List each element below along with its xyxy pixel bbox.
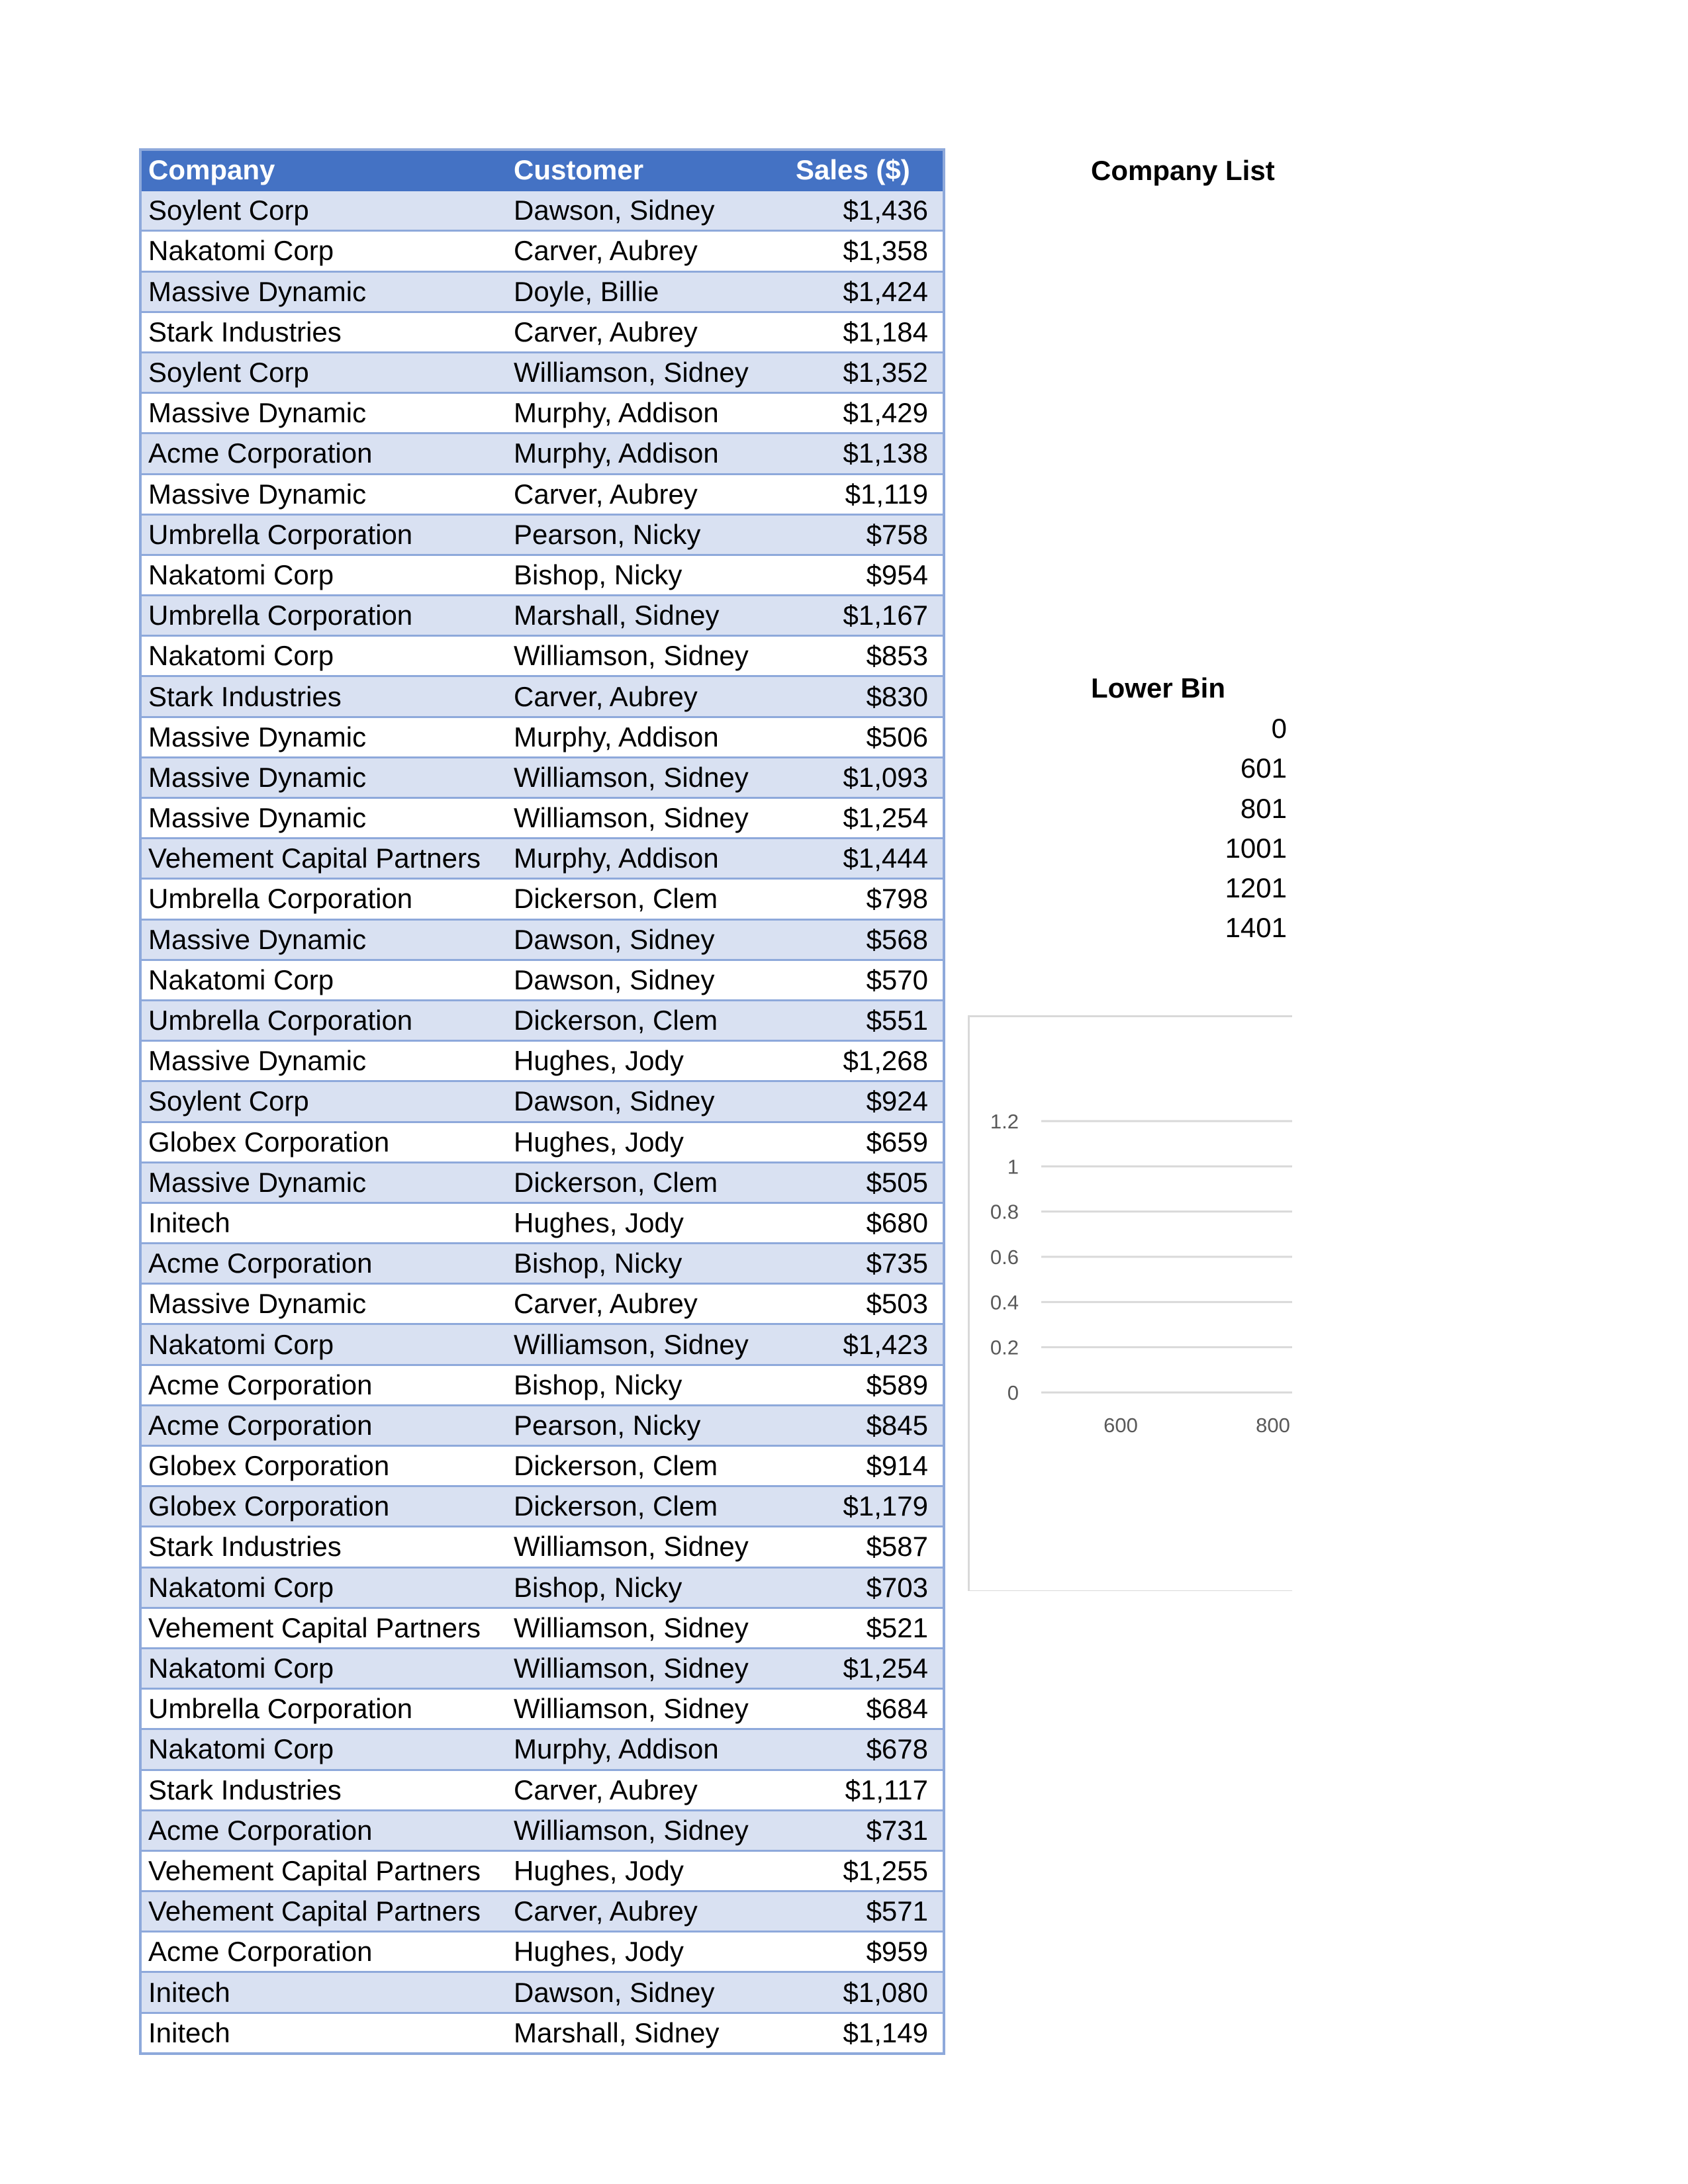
cell-customer[interactable]: Hughes, Jody <box>507 1932 776 1972</box>
cell-customer[interactable]: Williamson, Sidney <box>507 352 776 392</box>
cell-sales[interactable]: $1,080 <box>776 1972 944 2013</box>
cell-company[interactable]: Acme Corporation <box>140 433 507 474</box>
cell-company[interactable]: Initech <box>140 1972 507 2013</box>
cell-sales[interactable]: $798 <box>776 879 944 919</box>
lower-bin-value[interactable]: 1401 <box>1225 912 1287 944</box>
cell-sales[interactable]: $1,117 <box>776 1770 944 1810</box>
cell-company[interactable]: Massive Dynamic <box>140 1284 507 1324</box>
table-body <box>140 191 944 2054</box>
cell-company[interactable]: Vehement Capital Partners <box>140 1608 507 1648</box>
table-row <box>140 1081 944 1122</box>
table-row <box>140 312 944 352</box>
cell-company[interactable]: Globex Corporation <box>140 1122 507 1162</box>
cell-sales[interactable]: $1,179 <box>776 1486 944 1527</box>
cell-customer[interactable]: Murphy, Addison <box>507 839 776 879</box>
cell-sales[interactable]: $1,149 <box>776 2013 944 2054</box>
cell-customer[interactable]: Dawson, Sidney <box>507 919 776 960</box>
cell-company[interactable]: Umbrella Corporation <box>140 879 507 919</box>
cell-customer[interactable]: Carver, Aubrey <box>507 1770 776 1810</box>
cell-company[interactable]: Acme Corporation <box>140 1365 507 1405</box>
y-tick-label: 0.6 <box>990 1246 1019 1269</box>
lower-bin-value[interactable]: 801 <box>1240 792 1287 824</box>
cell-company[interactable]: Umbrella Corporation <box>140 596 507 636</box>
cell-company[interactable]: Massive Dynamic <box>140 1041 507 1081</box>
cell-customer[interactable]: Dickerson, Clem <box>507 1446 776 1486</box>
table-row <box>140 596 944 636</box>
cell-company[interactable]: Soylent Corp <box>140 1081 507 1122</box>
y-tick-label: 1.2 <box>990 1110 1019 1133</box>
cell-company[interactable]: Nakatomi Corp <box>140 1648 507 1688</box>
cell-company[interactable]: Massive Dynamic <box>140 393 507 433</box>
cell-customer[interactable]: Doyle, Billie <box>507 271 776 312</box>
cell-customer[interactable]: Murphy, Addison <box>507 393 776 433</box>
chart-area[interactable] <box>968 1015 1292 1591</box>
cell-customer[interactable]: Williamson, Sidney <box>507 1608 776 1648</box>
cell-customer[interactable]: Carver, Aubrey <box>507 474 776 514</box>
cell-customer[interactable]: Dickerson, Clem <box>507 1162 776 1203</box>
table-row <box>140 676 944 717</box>
table-row <box>140 1446 944 1486</box>
y-tick-label: 0.4 <box>990 1291 1019 1314</box>
cell-customer[interactable]: Hughes, Jody <box>507 1041 776 1081</box>
chart-svg <box>970 1017 1292 1590</box>
cell-customer[interactable]: Dawson, Sidney <box>507 1972 776 2013</box>
cell-sales[interactable]: $1,268 <box>776 1041 944 1081</box>
cell-customer[interactable]: Carver, Aubrey <box>507 1284 776 1324</box>
cell-company[interactable]: Globex Corporation <box>140 1446 507 1486</box>
cell-company[interactable]: Massive Dynamic <box>140 1162 507 1203</box>
sales-table <box>139 148 945 2055</box>
cell-sales[interactable]: $914 <box>776 1446 944 1486</box>
cell-sales[interactable]: $1,093 <box>776 757 944 797</box>
table-row <box>140 1648 944 1688</box>
cell-sales[interactable]: $680 <box>776 1203 944 1243</box>
cell-company[interactable]: Vehement Capital Partners <box>140 1891 507 1932</box>
cell-sales[interactable]: $571 <box>776 1891 944 1932</box>
table-header-row <box>140 150 944 191</box>
cell-customer[interactable]: Marshall, Sidney <box>507 596 776 636</box>
table-row <box>140 231 944 271</box>
cell-company[interactable]: Soylent Corp <box>140 352 507 392</box>
cell-company[interactable]: Vehement Capital Partners <box>140 1850 507 1891</box>
cell-company[interactable]: Nakatomi Corp <box>140 1567 507 1608</box>
cell-customer[interactable]: Williamson, Sidney <box>507 757 776 797</box>
cell-company[interactable]: Massive Dynamic <box>140 717 507 757</box>
cell-customer[interactable]: Murphy, Addison <box>507 433 776 474</box>
lower-bin-heading: Lower Bin <box>1091 672 1226 704</box>
cell-company[interactable]: Stark Industries <box>140 676 507 717</box>
cell-company[interactable]: Globex Corporation <box>140 1486 507 1527</box>
cell-customer[interactable]: Hughes, Jody <box>507 1850 776 1891</box>
table-row <box>140 1891 944 1932</box>
y-tick-label: 0.8 <box>990 1200 1019 1224</box>
table-row <box>140 717 944 757</box>
y-tick-label: 0.2 <box>990 1336 1019 1359</box>
x-tick-label: 800 <box>1256 1414 1290 1437</box>
table-row <box>140 555 944 595</box>
cell-company[interactable]: Initech <box>140 2013 507 2054</box>
cell-sales[interactable]: $954 <box>776 555 944 595</box>
table-row <box>140 1567 944 1608</box>
table-row <box>140 1729 944 1770</box>
cell-sales[interactable]: $853 <box>776 636 944 676</box>
cell-customer[interactable]: Bishop, Nicky <box>507 1244 776 1284</box>
cell-company[interactable]: Nakatomi Corp <box>140 555 507 595</box>
cell-sales[interactable]: $659 <box>776 1122 944 1162</box>
table-row <box>140 1365 944 1405</box>
cell-company[interactable]: Stark Industries <box>140 1770 507 1810</box>
table-row <box>140 474 944 514</box>
cell-company[interactable]: Nakatomi Corp <box>140 960 507 1000</box>
cell-sales[interactable]: $924 <box>776 1081 944 1122</box>
cell-sales[interactable]: $731 <box>776 1810 944 1850</box>
cell-company[interactable]: Acme Corporation <box>140 1244 507 1284</box>
table-row <box>140 1405 944 1445</box>
table-row <box>140 879 944 919</box>
cell-sales[interactable]: $1,254 <box>776 798 944 839</box>
cell-sales[interactable]: $1,254 <box>776 1648 944 1688</box>
cell-customer[interactable]: Bishop, Nicky <box>507 555 776 595</box>
company-list-heading: Company List <box>1091 155 1275 186</box>
cell-customer[interactable]: Pearson, Nicky <box>507 514 776 555</box>
cell-sales[interactable]: $1,436 <box>776 191 944 231</box>
cell-company[interactable]: Nakatomi Corp <box>140 231 507 271</box>
lower-bin-list <box>1091 709 1287 948</box>
cell-sales[interactable]: $830 <box>776 676 944 717</box>
x-tick-label: 600 <box>1103 1414 1138 1437</box>
table-row <box>140 1486 944 1527</box>
cell-company[interactable]: Nakatomi Corp <box>140 636 507 676</box>
table-row <box>140 757 944 797</box>
lower-bin-value[interactable]: 1201 <box>1225 872 1287 904</box>
cell-customer[interactable]: Williamson, Sidney <box>507 1324 776 1365</box>
cell-company[interactable]: Initech <box>140 1203 507 1243</box>
cell-customer[interactable]: Bishop, Nicky <box>507 1567 776 1608</box>
cell-sales[interactable]: $570 <box>776 960 944 1000</box>
column-header-company[interactable]: Company <box>140 150 507 191</box>
cell-customer[interactable]: Carver, Aubrey <box>507 1891 776 1932</box>
table-row <box>140 514 944 555</box>
cell-company[interactable]: Umbrella Corporation <box>140 1000 507 1040</box>
table-row <box>140 1244 944 1284</box>
table-row <box>140 1810 944 1850</box>
cell-customer[interactable]: Dickerson, Clem <box>507 1486 776 1527</box>
cell-company[interactable]: Massive Dynamic <box>140 919 507 960</box>
table-row <box>140 1203 944 1243</box>
cell-company[interactable]: Umbrella Corporation <box>140 1689 507 1729</box>
lower-bin-value[interactable]: 1001 <box>1225 832 1287 864</box>
cell-customer[interactable]: Hughes, Jody <box>507 1122 776 1162</box>
cell-sales[interactable]: $503 <box>776 1284 944 1324</box>
table-row <box>140 1000 944 1040</box>
cell-sales[interactable]: $1,119 <box>776 474 944 514</box>
cell-customer[interactable]: Williamson, Sidney <box>507 1810 776 1850</box>
lower-bin-value[interactable]: 0 <box>1271 713 1287 744</box>
histogram-chart[interactable] <box>968 1015 1292 1591</box>
cell-customer[interactable]: Dawson, Sidney <box>507 960 776 1000</box>
cell-sales[interactable]: $1,138 <box>776 433 944 474</box>
table-row <box>140 1850 944 1891</box>
cell-sales[interactable]: $551 <box>776 1000 944 1040</box>
cell-sales[interactable]: $506 <box>776 717 944 757</box>
table-row <box>140 1122 944 1162</box>
cell-customer[interactable]: Williamson, Sidney <box>507 1648 776 1688</box>
cell-sales[interactable]: $1,255 <box>776 1850 944 1891</box>
table-row <box>140 1932 944 1972</box>
cell-sales[interactable]: $1,352 <box>776 352 944 392</box>
table-row <box>140 1284 944 1324</box>
cell-customer[interactable]: Murphy, Addison <box>507 1729 776 1770</box>
cell-sales[interactable]: $1,184 <box>776 312 944 352</box>
table-row <box>140 636 944 676</box>
cell-sales[interactable]: $703 <box>776 1567 944 1608</box>
column-header-sales[interactable]: Sales ($) <box>776 150 944 191</box>
cell-sales[interactable]: $1,167 <box>776 596 944 636</box>
table-row <box>140 1770 944 1810</box>
cell-customer[interactable]: Dawson, Sidney <box>507 1081 776 1122</box>
table-row <box>140 433 944 474</box>
cell-sales[interactable]: $845 <box>776 1405 944 1445</box>
cell-sales[interactable]: $521 <box>776 1608 944 1648</box>
cell-company[interactable]: Massive Dynamic <box>140 271 507 312</box>
cell-customer[interactable]: Carver, Aubrey <box>507 312 776 352</box>
table-row <box>140 798 944 839</box>
table-row <box>140 1162 944 1203</box>
cell-company[interactable]: Stark Industries <box>140 312 507 352</box>
cell-sales[interactable]: $1,423 <box>776 1324 944 1365</box>
cell-customer[interactable]: Marshall, Sidney <box>507 2013 776 2054</box>
table-row <box>140 1689 944 1729</box>
cell-company[interactable]: Acme Corporation <box>140 1932 507 1972</box>
table-row <box>140 271 944 312</box>
lower-bin-value[interactable]: 601 <box>1240 752 1287 784</box>
cell-sales[interactable]: $758 <box>776 514 944 555</box>
cell-company[interactable]: Soylent Corp <box>140 191 507 231</box>
cell-customer[interactable]: Carver, Aubrey <box>507 231 776 271</box>
cell-company[interactable]: Nakatomi Corp <box>140 1729 507 1770</box>
cell-sales[interactable]: $587 <box>776 1527 944 1567</box>
cell-company[interactable]: Umbrella Corporation <box>140 514 507 555</box>
cell-customer[interactable]: Pearson, Nicky <box>507 1405 776 1445</box>
cell-customer[interactable]: Dickerson, Clem <box>507 1000 776 1040</box>
cell-sales[interactable]: $678 <box>776 1729 944 1770</box>
cell-company[interactable]: Massive Dynamic <box>140 474 507 514</box>
table-row <box>140 352 944 392</box>
cell-customer[interactable]: Bishop, Nicky <box>507 1365 776 1405</box>
cell-customer[interactable]: Dickerson, Clem <box>507 879 776 919</box>
cell-sales[interactable]: $1,424 <box>776 271 944 312</box>
y-tick-label: 0 <box>1007 1381 1019 1404</box>
y-tick-label: 1 <box>1007 1155 1019 1179</box>
cell-sales[interactable]: $959 <box>776 1932 944 1972</box>
cell-customer[interactable]: Hughes, Jody <box>507 1203 776 1243</box>
table-row <box>140 919 944 960</box>
cell-customer[interactable]: Williamson, Sidney <box>507 798 776 839</box>
cell-company[interactable]: Massive Dynamic <box>140 798 507 839</box>
table-row <box>140 1527 944 1567</box>
table-row <box>140 839 944 879</box>
cell-sales[interactable]: $1,444 <box>776 839 944 879</box>
cell-company[interactable]: Nakatomi Corp <box>140 1324 507 1365</box>
table-row <box>140 191 944 231</box>
table-row <box>140 1324 944 1365</box>
table-row <box>140 1608 944 1648</box>
cell-sales[interactable]: $1,358 <box>776 231 944 271</box>
cell-customer[interactable]: Williamson, Sidney <box>507 1527 776 1567</box>
cell-sales[interactable]: $505 <box>776 1162 944 1203</box>
cell-customer[interactable]: Williamson, Sidney <box>507 1689 776 1729</box>
cell-sales[interactable]: $589 <box>776 1365 944 1405</box>
cell-sales[interactable]: $684 <box>776 1689 944 1729</box>
cell-customer[interactable]: Dawson, Sidney <box>507 191 776 231</box>
table-row <box>140 1041 944 1081</box>
cell-company[interactable]: Acme Corporation <box>140 1810 507 1850</box>
table-row <box>140 1972 944 2013</box>
cell-company[interactable]: Vehement Capital Partners <box>140 839 507 879</box>
cell-company[interactable]: Stark Industries <box>140 1527 507 1567</box>
cell-customer[interactable]: Williamson, Sidney <box>507 636 776 676</box>
cell-sales[interactable]: $735 <box>776 1244 944 1284</box>
cell-sales[interactable]: $568 <box>776 919 944 960</box>
cell-company[interactable]: Massive Dynamic <box>140 757 507 797</box>
column-header-customer[interactable]: Customer <box>507 150 776 191</box>
cell-company[interactable]: Acme Corporation <box>140 1405 507 1445</box>
cell-sales[interactable]: $1,429 <box>776 393 944 433</box>
cell-customer[interactable]: Murphy, Addison <box>507 717 776 757</box>
table-row <box>140 960 944 1000</box>
table-row <box>140 2013 944 2054</box>
cell-customer[interactable]: Carver, Aubrey <box>507 676 776 717</box>
table-row <box>140 393 944 433</box>
